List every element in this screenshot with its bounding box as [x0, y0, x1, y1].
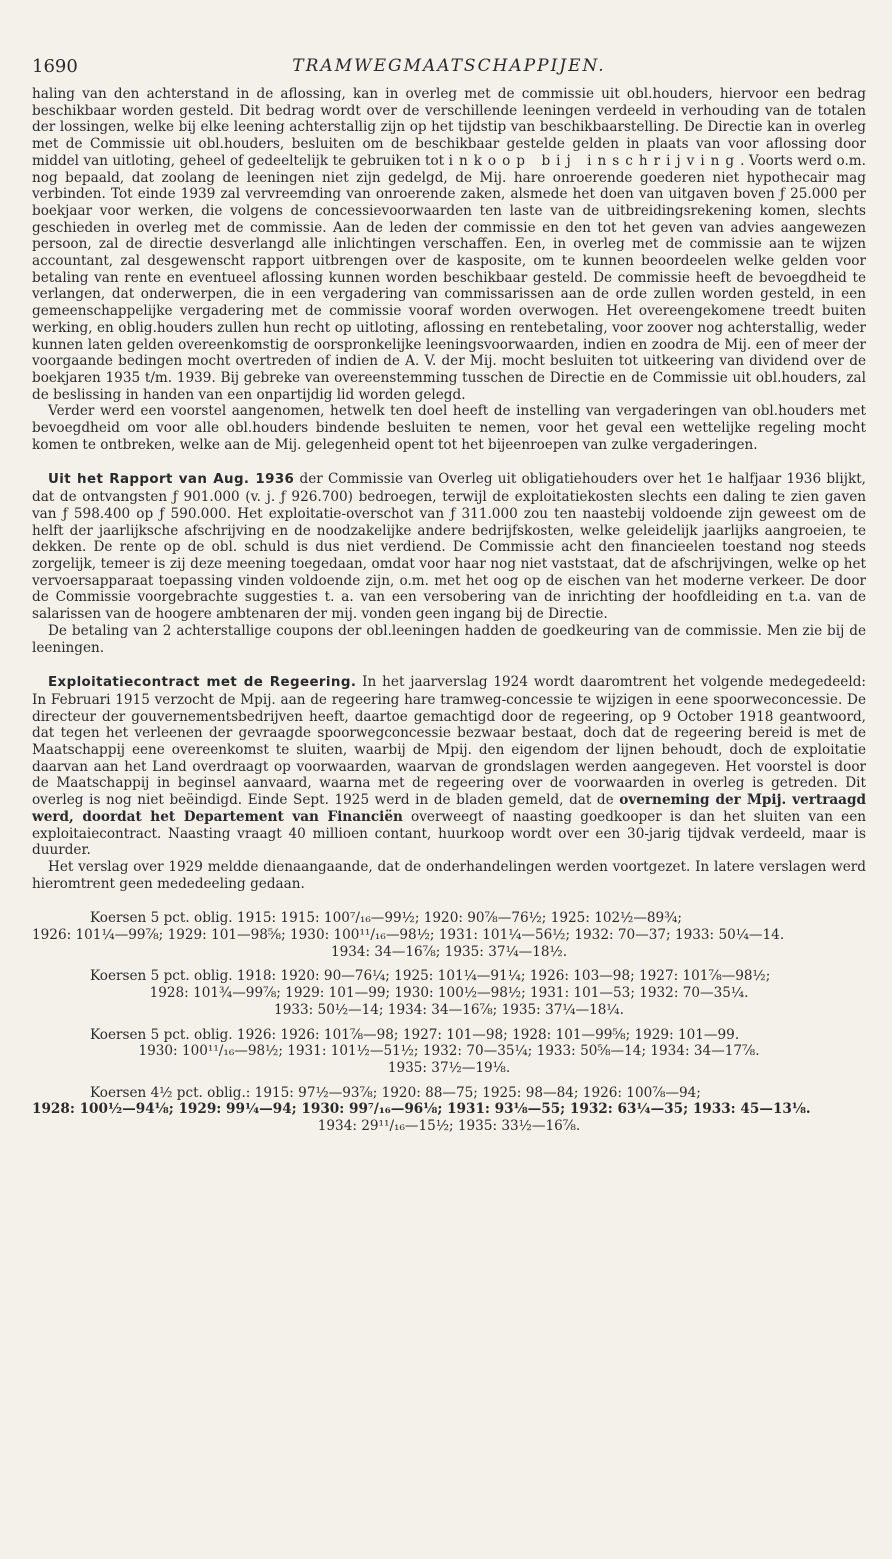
paragraph-aflossing — [32, 86, 866, 403]
page-header — [32, 56, 866, 86]
quotation-line: 1934: 34—16⅞; 1935: 37¼—18½. — [330, 943, 568, 960]
quotation-line: Koersen 5 pct. oblig. 1926: 1926: 101⅞—98; 1927: 101—98; 1928: 101—99⅝; 1929: 101—99. — [90, 1026, 740, 1043]
spacer — [32, 656, 866, 674]
quotation-line: 1933: 50½—14; 1934: 34—16⅞; 1935: 37¼—18¼. — [274, 1001, 624, 1018]
quotation-line: Koersen 4½ pct. oblig.: 1915: 97½—93⅞; 1920: 88—75; 1925: 98—84; 1926: 100⅞—94; — [90, 1084, 701, 1101]
quotation-line: Koersen 5 pct. oblig. 1918: 1920: 90—76¼; 1925: 101¼—91¼; 1926: 103—98; 1927: 101⅞—98½; — [90, 968, 771, 985]
paragraph-rapport — [32, 471, 866, 622]
quotation-block — [32, 1085, 866, 1135]
section-lead-rapport: Uit het Rapport van Aug. 1936 — [48, 472, 295, 488]
bold-text: overneming der Mpij. vertraagd werd, doordat het Departement van Financiën — [32, 792, 866, 825]
quotation-line: 1928: 101¾—99⅞; 1929: 101—99; 1930: 100½—98½; 1931: 101—53; 1932: 70—35¼. — [149, 985, 749, 1002]
price-quotations — [32, 910, 866, 1134]
running-title: TRAMWEGMAATSCHAPPIJEN. — [292, 56, 606, 76]
quotation-line: 1935: 37½—19⅛. — [387, 1059, 511, 1076]
quotation-line: 1934: 29¹¹/₁₆—15½; 1935: 33½—16⅞. — [317, 1118, 581, 1135]
paragraph-text: haling van den achterstand in de aflossing, kan in overleg met de commissie uit obl.houders, hiervoor een bedrag beschikbaar worden gesteld. Dit bedrag wordt over de verschillende leeningen verdeeld in verhouding van de totalen der lossingen, welke bij elke leening achterstallig zijn op het tijdstip van beschikbaarstelling. De Directie kan in overleg met de Commissie uit obl.houders, besluiten om de beschikbaar gestelde gelden in plaats van voor aflossing door middel van uitloting, geheel of gedeeltelijk te gebruiken tot — [32, 86, 866, 169]
quotation-line: 1928: 100½—94⅛; 1929: 99¼—94; 1930: 99⁷/₁₆—96⅛; 1931: 93⅛—55; 1932: 63¼—35; 1933: 45—13⅛. — [32, 1101, 811, 1118]
section-lead-exploitatiecontract: Exploitatiecontract met de Regeering. — [48, 675, 357, 691]
spacer — [32, 453, 866, 471]
quotation-line: Koersen 5 pct. oblig. 1915: 1915: 100⁷/₁₆—99½; 1920: 90⅞—76½; 1925: 102½—89¾; — [90, 910, 682, 927]
spaced-emphasis: inkoop bij inschrijving — [448, 152, 741, 169]
article-body — [32, 86, 866, 892]
paragraph-text: der Commissie van Overleg uit obligatiehouders over het 1e halfjaar 1936 blijkt, dat de ontvangsten ƒ 901.000 (v. j. ƒ 926.700) bedroegen, terwijl de exploitatiekosten slechts een daling te zien gaven van ƒ 598.400 op ƒ 590.000. Het exploitatie-overschot van ƒ 311.000 zou ten naastebij voldoende zijn geweest om de helft der jaarlijksche afschrijving en de noodzakelijke andere bedrijfskosten, welke geleidelijk jaarlijks aangroeien, te dekken. De rente op de obl. schuld is dus niet verdiend. De Commissie acht den financieelen toestand nog steeds zorgelijk, temeer is zij deze meening toegedaan, omdat voor haar nog niet vaststaat, dat de afschrijvingen, welke op het vervoersapparaat toepassing vinden voldoende zijn, o.m. met het oog op de eischen van het moderne verkeer. De door de Commissie voorgebrachte suggesties t. a. van een versobering van de inrichting der hoofdleiding en t.a. van de salarissen van de hoogere ambtenaren der mij. vonden geen ingang bij de Directie. — [32, 471, 866, 623]
paragraph-vergaderingen: Verder werd een voorstel aangenomen, hetwelk ten doel heeft de instelling van vergaderingen van obl.houders met bevoegdheid om voor alle obl.houders bindende besluiten te nemen, voor het geval een wettelijke regeling mocht komen te ontbreken, welke aan de Mij. gelegenheid opent tot het bijeenroepen van zulke vergaderingen. — [32, 403, 866, 453]
paragraph-text: overweegt of naasting goedkooper is dan het sluiten van een exploitaiecontract. Naasting vraagt 40 millioen contant, huurkoop wordt over een 30-jarig tijdvak verdeeld, maar is duurder. — [32, 808, 866, 859]
page-number: 1690 — [32, 56, 78, 77]
paragraph-exploitatiecontract — [32, 674, 866, 859]
paragraph-text: . Voorts werd o.m. nog bepaald, dat zoolang de leeningen niet zijn gedelgd, de Mij. hare onroerende goederen niet hypothecair mag verbinden. Tot einde 1939 zal vervreemding van onroerende zaken, alsmede het doen van uitgaven boven ƒ 25.000 per boekjaar voor werken, die volgens de concessievoorwaarden ten laste van de uitbreidingsrekening komen, slechts geschieden in overleg met de commissie. Aan de leden der commissie en den tot het geven van advies aangewezen persoon, zal de directie desverlangd alle inlichtingen verschaffen. Een, in overleg met de commissie aan te wijzen accountant, zal desgewenscht rapport uitbrengen over de kasposite, om te kunnen beoordeelen welke gelden voor betaling van rente en eventueel aflossing kunnen worden beschikbaar gesteld. De commissie heeft de bevoegdheid te verlangen, dat onderwerpen, die in een vergadering van commissarissen aan de orde zullen worden gesteld, in een gemeenschappelijke vergadering met de commissie vooraf worden overwogen. Het overeengekomene treedt buiten werking, en oblig.houders zullen hun recht op uitloting, aflossing en rentebetaling, voor zoover nog achterstallig, weder kunnen laten gelden overeenkomstig de oorspronkelijke leeningsvoorwaarden, indien en zoodra de Mij. een of meer der voorgaande bedingen mocht overtreden of indien de A. V. der Mij. mocht besluiten tot uitkeering van dividend over de boekjaren 1935 t/m. 1939. Bij gebreke van overeenstemming tusschen de Directie en de Commissie uit obl.houders, zal de beslissing in handen van een onpartijdig lid worden gelegd. — [32, 152, 867, 403]
quotation-block — [32, 968, 866, 1018]
quotation-block — [32, 1027, 866, 1077]
quotation-line: 1930: 100¹¹/₁₆—98½; 1931: 101½—51½; 1932: 70—35¼; 1933: 50⅝—14; 1934: 34—17⅞. — [138, 1043, 760, 1060]
paragraph-verslag-1929: Het verslag over 1929 meldde dienaangaande, dat de onderhandelingen werden voortgezet. In latere verslagen werd hieromtrent geen mededeeling gedaan. — [32, 858, 866, 892]
quotation-block — [32, 910, 866, 960]
paragraph-text: In het jaarverslag 1924 wordt daaromtrent het volgende medegedeeld: In Februari 1915 verzocht de Mpij. aan de regeering hare tramweg-concessie te wijzigen in eene spoorweconcessie. De directeur der gouvernementsbedrijven heeft, daartoe gemachtigd door de regeering, op 9 October 1918 geantwoord, dat tegen het verleenen der gevraagde spoorwegconcessie bezwaar bestaat, doch dat de regeering bereid is met de Maatschappij eene overeenkomst te sluiten, waarbij de Mpij. den eigendom der lijnen behoudt, doch de exploitatie daarvan aan het Land overdraagt op voorwaarden, waarvan de grondslagen werden aangegeven. Het voorstel is door de Maatschappij in beginsel aanvaard, waarna met de regeering over de voorwaarden in overleg is getreden. Dit overleg is nog niet beëindigd. Einde Sept. 1925 werd in de bladen gemeld, dat de — [32, 674, 866, 809]
quotation-line: 1926: 101¼—99⅞; 1929: 101—98⅝; 1930: 100¹¹/₁₆—98½; 1931: 101¼—56½; 1932: 70—37; 1933: 50¼—14. — [32, 927, 785, 944]
paragraph-coupons: De betaling van 2 achterstallige coupons der obl.leeningen hadden de goedkeuring van de commissie. Men zie bij de leeningen. — [32, 622, 866, 656]
